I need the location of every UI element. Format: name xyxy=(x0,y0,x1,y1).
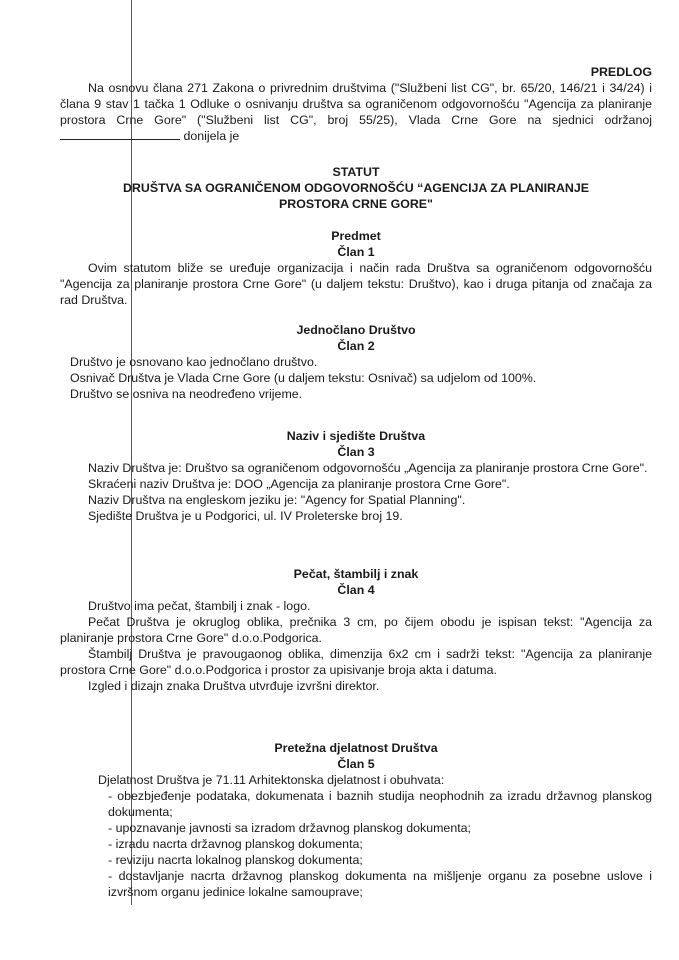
article-paragraph: Djelatnost Društva je 71.11 Arhitektonska djelatnost i obuhvata: xyxy=(98,773,445,787)
article-paragraph: Sjedište Društva je u Podgorici, ul. IV Proleterske broj 19. xyxy=(88,509,403,523)
article-paragraph: Naziv Društva na engleskom jeziku je: "Agency for Spatial Planning". xyxy=(88,493,466,507)
article-number: Član 4 xyxy=(337,583,375,597)
article-paragraph: Društvo se osniva na neodređeno vrijeme. xyxy=(70,387,303,401)
article-heading: Jednočlano Društvo xyxy=(296,323,416,337)
list-item: - upoznavanje javnosti sa izradom državnog planskog dokumenta; xyxy=(108,821,471,835)
article-heading: Pečat, štambilj i znak xyxy=(293,567,419,581)
article-number: Član 5 xyxy=(337,757,375,771)
statute-title: STATUT xyxy=(332,165,380,179)
article-3 xyxy=(60,428,652,524)
article-heading: Predmet xyxy=(331,229,381,243)
article-paragraph: Izgled i dizajn znaka Društva utvrđuje izvršni direktor. xyxy=(88,679,380,693)
article-paragraph: Štambilj Društva je pravougaonog oblika, dimenzija 6x2 cm i sadrži tekst: "Agencija za planiranje prostora Crne Gore" d.o.o.Podgorica i prostor za upisivanje broja akta i datuma. xyxy=(60,647,652,677)
article-number: Član 1 xyxy=(337,245,375,259)
article-1 xyxy=(60,228,652,308)
preamble-text: Na osnovu člana 271 Zakona o privrednim društvima ("Službeni list CG", br. 65/20, 146/21 i 34/24) i člana 9 stav 1 tačka 1 Odluke o osnivanju društva sa ograničenom odgovornošću "Agencija za planiranje prostora Crne Gore" ("Službeni list CG", broj 55/25), Vlada Crne Gore na sjednici održanoj xyxy=(60,81,652,127)
statute-subtitle: DRUŠTVA SA OGRANIČENOM ODGOVORNOŠĆU “AGENCIJA ZA PLANIRANJE PROSTORA CRNE GORE" xyxy=(122,181,590,211)
article-4 xyxy=(60,566,652,694)
list-item: - reviziju nacrta lokalnog planskog dokumenta; xyxy=(108,853,363,867)
predlog-label: PREDLOG xyxy=(590,65,652,79)
article-paragraph: Društvo ima pečat, štambilj i znak - logo. xyxy=(88,599,311,613)
article-paragraph: Ovim statutom bliže se uređuje organizacija i način rada Društva sa ograničenom odgovornošću "Agencija za planiranje prostora Crne Gore" (u daljem tekstu: Društvo), kao i druga pitanja od značaja za rad Društva. xyxy=(60,261,652,307)
list-item: - dostavljanje nacrta državnog planskog dokumenta na mišljenje organu za posebne uslove i izvršnom organu jedinice lokalne samouprave; xyxy=(108,869,652,899)
article-paragraph: Pečat Društva je okruglog oblika, prečnika 3 cm, po čijem obodu je ispisan tekst: "Agencija za planiranje prostora Crne Gore" d.o.o.Podgorica. xyxy=(60,615,652,645)
list-item: - obezbjeđenje podataka, dokumenata i baznih studija neophodnih za izradu državnog planskog dokumenta; xyxy=(108,789,652,819)
article-paragraph: Naziv Društva je: Društvo sa ograničenom odgovornošću „Agencija za planiranje prostora Crne Gore". xyxy=(88,461,648,475)
list-item: - izradu nacrta državnog planskog dokumenta; xyxy=(108,837,363,851)
article-5 xyxy=(60,740,652,900)
article-heading: Pretežna djelatnost Društva xyxy=(274,741,438,755)
article-2 xyxy=(60,322,652,402)
article-number: Član 2 xyxy=(337,339,375,353)
article-number: Član 3 xyxy=(337,445,375,459)
date-blank xyxy=(60,128,180,140)
article-paragraph: Društvo je osnovano kao jednočlano društvo. xyxy=(70,355,318,369)
preamble xyxy=(60,80,652,144)
article-heading: Naziv i sjedište Društva xyxy=(286,429,426,443)
preamble-end: donijela je xyxy=(183,129,240,143)
article-paragraph: Skraćeni naziv Društva je: DOO „Agencija za planiranje prostora Crne Gore". xyxy=(88,477,510,491)
article-paragraph: Osnivač Društva je Vlada Crne Gore (u daljem tekstu: Osnivač) sa udjelom od 100%. xyxy=(70,371,537,385)
